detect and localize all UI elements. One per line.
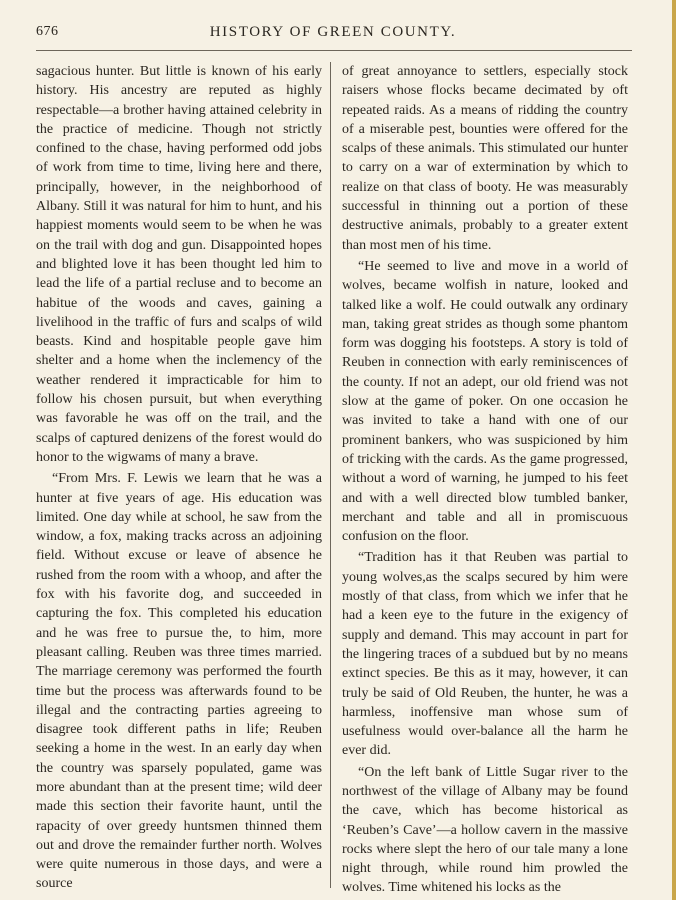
column-divider [330, 62, 331, 888]
running-title: HISTORY OF GREEN COUNTY. [209, 24, 457, 40]
header-rule [36, 50, 632, 51]
paragraph: sagacious hunter. But little is known of his early history. His ancestry are reputed as highly respectable—a brother having attained celebrity in the practice of medicine. Though not strictly confined to the chase, having performed odd jobs of work from time to time, living here and there, principally, however, in the neighborhood of Albany. Still it was natural for him to hunt, and his happiest moments would seem to be when he was on the trail with dog and gun. Disappointed hopes and blighted love it has been thought led him to lead the life of a partial recluse and to become an habitue of the woods and caves, gaining a livelihood in the traffic of furs and scalps of wild beasts. Kind and hospitable people gave him shelter and a home when the inclemency of the weather rendered it impracticable for him to follow his chosen pursuit, but when everything was favorable he was off on the trail, and the scalps of captured denizens of the forest would do honor to the wigwams of many a brave. [36, 64, 322, 465]
page-edge [672, 0, 676, 900]
paragraph: “Tradition has it that Reuben was partial to young wolves,as the scalps secured by him were mostly of that class, from which we infer that he had a keen eye to the future in the exigency of supply and demand. This may account in part for the lingering traces of a subdued but by no means extinct species. Be this as it may, however, it can truly be said of Old Reuben, the hunter, he was a harmless, inoffensive man whose sum of usefulness would over-balance all the harm he ever did. [342, 550, 628, 759]
page-header [36, 24, 630, 46]
right-column [342, 62, 628, 900]
paragraph: “From Mrs. F. Lewis we learn that he was a hunter at five years of age. His education was limited. One day while at school, he saw from the window, a fox, making tracks across an adjoining field. Without excuse or leave of absence he rushed from the room with a whoop, and after the fox with his favorite dog, and succeeded in capturing the fox. This completed his education and he was free to pursue the, to him, more pleasant calling. Reuben was three times married. The marriage ceremony was performed the fourth time but the process was afterwards found to be illegal and the contracting parties agreeing to disagree took different paths in life; Reuben seeking a home in the west. In an early day when the country was sparsely populated, game was more abundant than at the present time; wild deer made this section their favorite haunt, until the rapacity of over greedy huntsmen thinned them out and drove the remainder further north. Wolves were quite numerous in those days, and were a source [36, 471, 322, 892]
left-column [36, 62, 322, 896]
paragraph: “On the left bank of Little Sugar river to the northwest of the village of Albany may be found the cave, which has become historical as ‘Reuben’s Cave’—a hollow cavern in the massive rocks where slept the hero of our tale many a lone night through, while round him prowled the wolves. Time whitened his locks as the [342, 764, 628, 896]
paragraph: of great annoyance to settlers, especially stock raisers whose flocks became decimated by oft repeated raids. As a means of ridding the country of a miserable pest, bounties were offered for the scalps of these animals. This stimulated our hunter to carry on a war of extermination by which to realize on that class of booty. He was measurably successful in thinning out a portion of these destructive animals, probably to a greater extent than most men of his time. [342, 64, 628, 253]
page-number: 676 [36, 24, 59, 39]
paragraph: “He seemed to live and move in a world of wolves, became wolfish in nature, looked and talked like a wolf. He could outwalk any ordinary man, taking great strides as though some phantom form was dogging his footsteps. A story is told of Reuben in connection with early reminiscences of the county. If not an adept, our old friend was not slow at the game of poker. On one occasion he was invited to take a hand with one of our prominent bankers, who was suspicioned by him of tricking with the cards. As the game progressed, without a word of warning, he jumped to his feet and with a well directed blow tumbled banker, merchant and table and all in promiscuous confusion on the floor. [342, 258, 628, 545]
